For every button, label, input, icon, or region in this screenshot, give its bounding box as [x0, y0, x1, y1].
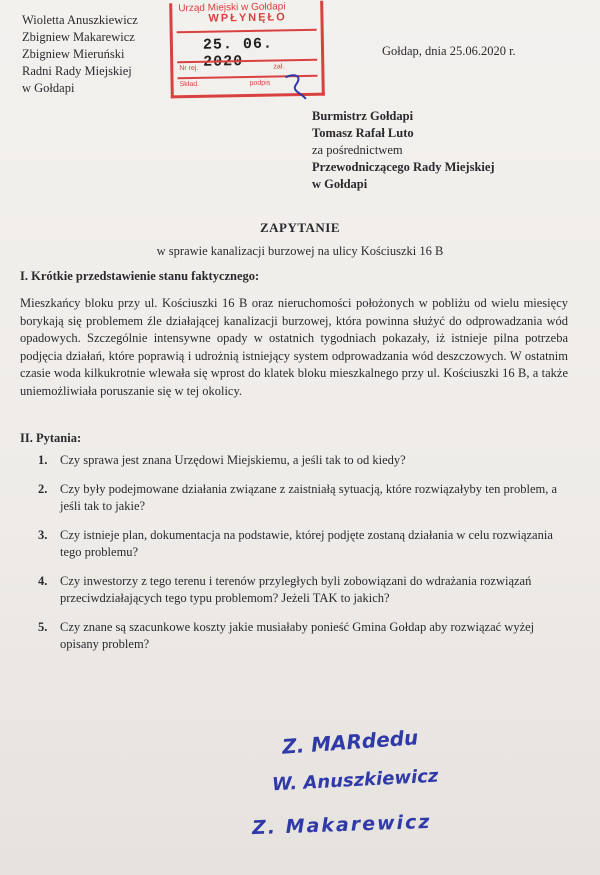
document-title: ZAPYTANIE: [259, 220, 341, 235]
stamp-nr-label: Nr rej.: [179, 64, 199, 73]
question-item: [38, 527, 570, 562]
question-item: [38, 619, 570, 654]
question-number: 1.: [38, 453, 48, 467]
question-text: Czy były podejmowane działania związane z zaistniałą sytuacją, które rozwiązałyby ten problem, a jeśli tak to jakie?: [60, 481, 558, 513]
section-heading-facts: I. Krótkie przedstawienie stanu faktycznego:: [20, 269, 260, 283]
stamp-divider: [177, 29, 317, 33]
question-item: [38, 452, 570, 470]
place-and-date: Gołdap, dnia 25.06.2020 r.: [382, 44, 516, 58]
recipient-block: [312, 108, 495, 193]
question-text: Czy znane są szacunkowe koszty jakie musiałaby ponieść Gmina Gołdap aby rozwiązać wyżej opisany problem?: [60, 619, 535, 651]
question-item: [38, 481, 570, 516]
sender-line: w Gołdapi: [22, 81, 75, 95]
signature-2: W. Anuszkiewicz: [271, 765, 439, 796]
stamp-office: Urząd Miejski w Gołdapi: [178, 1, 286, 15]
recipient-location: w Gołdapi: [312, 177, 368, 191]
stamp-podpis-label: podpis: [249, 79, 271, 87]
facts-paragraph: Mieszkańcy bloku przy ul. Kościuszki 16 B oraz nieruchomości położonych w pobliżu od wielu miesięcy borykają się problemem źle działającej kanalizacji burzowej, która powinna służyć do odprowadzania wód opadowych. Szczególnie intensywne opady w ostatnich tygodniach pokazały, iż istnieje pilna potrzeba podjęcia działań, które poprawią i udrożnią istniejący system odprowadzania wód deszczowych. W ostatnim czasie woda kilkukrotnie wlewała się wprost do klatek bloku mieszkalnego przy ul. Kościuszki 16 B, a także uniemożliwiała poruszanie się w tej okolicy.: [20, 296, 568, 398]
question-text: Czy inwestorzy z tego terenu i terenów przyległych byli zobowiązani do wdrażania rozwiązań przeciwdziałających tego typu problemom? Jeżeli TAK to jakich?: [60, 573, 532, 605]
section-heading-questions: II. Pytania:: [20, 431, 82, 445]
sender-line: Zbigniew Makarewicz: [22, 30, 135, 44]
question-text: Czy istnieje plan, dokumentacja na podstawie, której podjęte zostaną działania w celu rozwiązania tego problemu?: [60, 527, 553, 559]
document-subject: w sprawie kanalizacji burzowej na ulicy Kościuszki 16 B: [156, 244, 444, 258]
stamp-initials-mark: [281, 71, 312, 102]
recipient-chair: Przewodniczącego Rady Miejskiej: [312, 160, 495, 174]
stamp-sklad-label: Skład.: [179, 80, 200, 89]
question-text: Czy sprawa jest znana Urzędowi Miejskiemu, a jeśli tak to od kiedy?: [60, 453, 406, 467]
senders-block: [22, 12, 138, 97]
stamp-zal-label: zał.: [273, 63, 285, 71]
question-number: 5.: [38, 619, 48, 634]
recipient-title: Burmistrz Gołdapi: [312, 109, 414, 123]
recipient-via: za pośrednictwem: [312, 143, 403, 157]
sender-line: Radni Rady Miejskiej: [22, 64, 132, 78]
sender-line: Wioletta Anuszkiewicz: [22, 13, 138, 27]
question-item: [38, 573, 570, 608]
questions-list: [38, 452, 570, 665]
recipient-name: Tomasz Rafał Luto: [312, 126, 414, 140]
question-number: 2.: [38, 481, 48, 496]
question-number: 4.: [38, 573, 48, 588]
signature-1: Z. MARdedu: [281, 725, 419, 759]
stamp-title: WPŁYNĘŁO: [208, 11, 287, 25]
sender-line: Zbigniew Mieruński: [22, 47, 125, 61]
stamp-date: 25. 06.: [202, 35, 274, 54]
received-stamp: [169, 1, 325, 99]
signature-3: Z. Makarewicz: [251, 810, 432, 840]
question-number: 3.: [38, 527, 48, 542]
